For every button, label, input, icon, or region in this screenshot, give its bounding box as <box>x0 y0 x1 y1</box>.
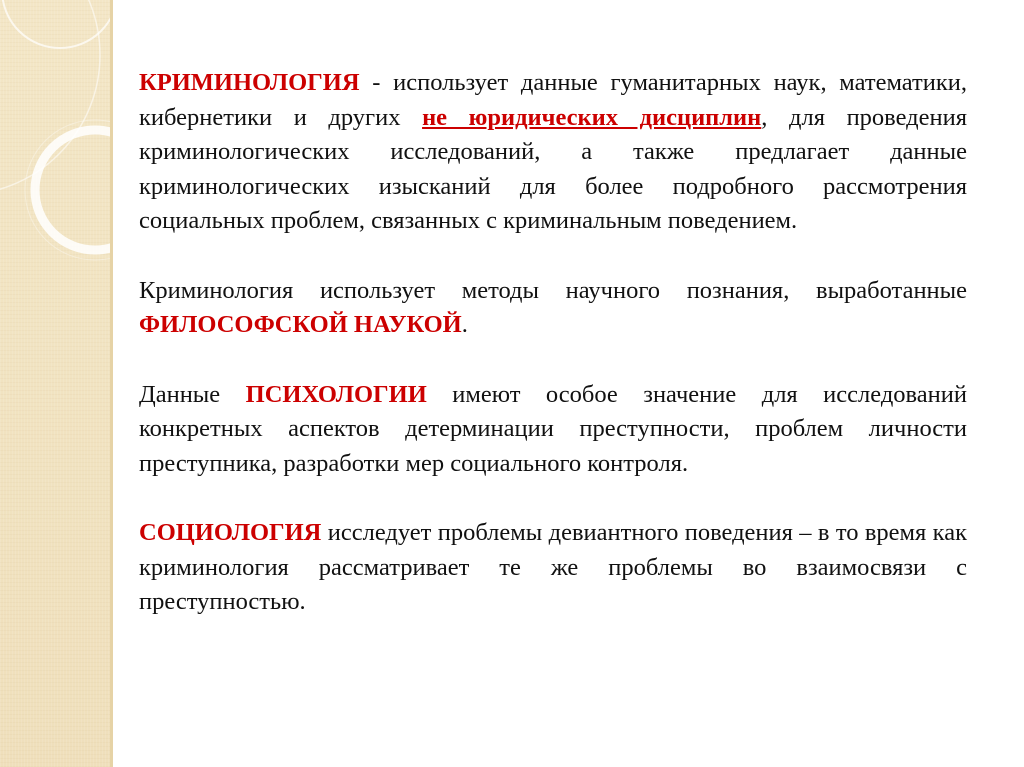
text-segment: Криминология использует методы научного познания, выработанные <box>139 276 967 304</box>
term-criminology: КРИМИНОЛОГИЯ <box>139 69 360 96</box>
slide-content <box>139 66 967 620</box>
term-psychology: ПСИХОЛОГИИ <box>245 380 427 408</box>
term-philosophical-science: ФИЛОСОФСКОЙ НАУКОЙ <box>139 311 462 338</box>
strip-edge-line <box>110 0 113 767</box>
text-segment: исследует проблемы девиантного поведения – в то время как криминология рассматривает те же проблемы во взаимосвязи с преступностью. <box>139 519 967 615</box>
term-non-legal-disciplines: не юридических дисциплин <box>422 103 762 131</box>
paragraph-psychology <box>139 378 967 482</box>
text-segment: . <box>461 311 468 338</box>
paragraph-philosophy <box>139 274 967 343</box>
text-segment: Данные <box>139 380 246 408</box>
decorative-side-strip <box>0 0 113 767</box>
paragraph-sociology <box>139 516 967 620</box>
decorative-circles <box>0 0 113 340</box>
text-segment: имеют особое значение для исследований конкретных аспектов детерминации преступности, проблем личности преступника, разработки мер социального контроля. <box>139 380 967 477</box>
text-segment: - использует данные гуманитарных наук, математики, кибернетики и других <box>139 69 967 131</box>
term-sociology: СОЦИОЛОГИЯ <box>139 519 322 546</box>
text-segment: , для проведения криминологических исследований, а также предлагает данные криминологических изысканий для более подробного рассмотрения социальных проблем, связанных с криминальным поведением. <box>139 103 967 234</box>
paragraph-criminology-intro <box>139 66 967 239</box>
